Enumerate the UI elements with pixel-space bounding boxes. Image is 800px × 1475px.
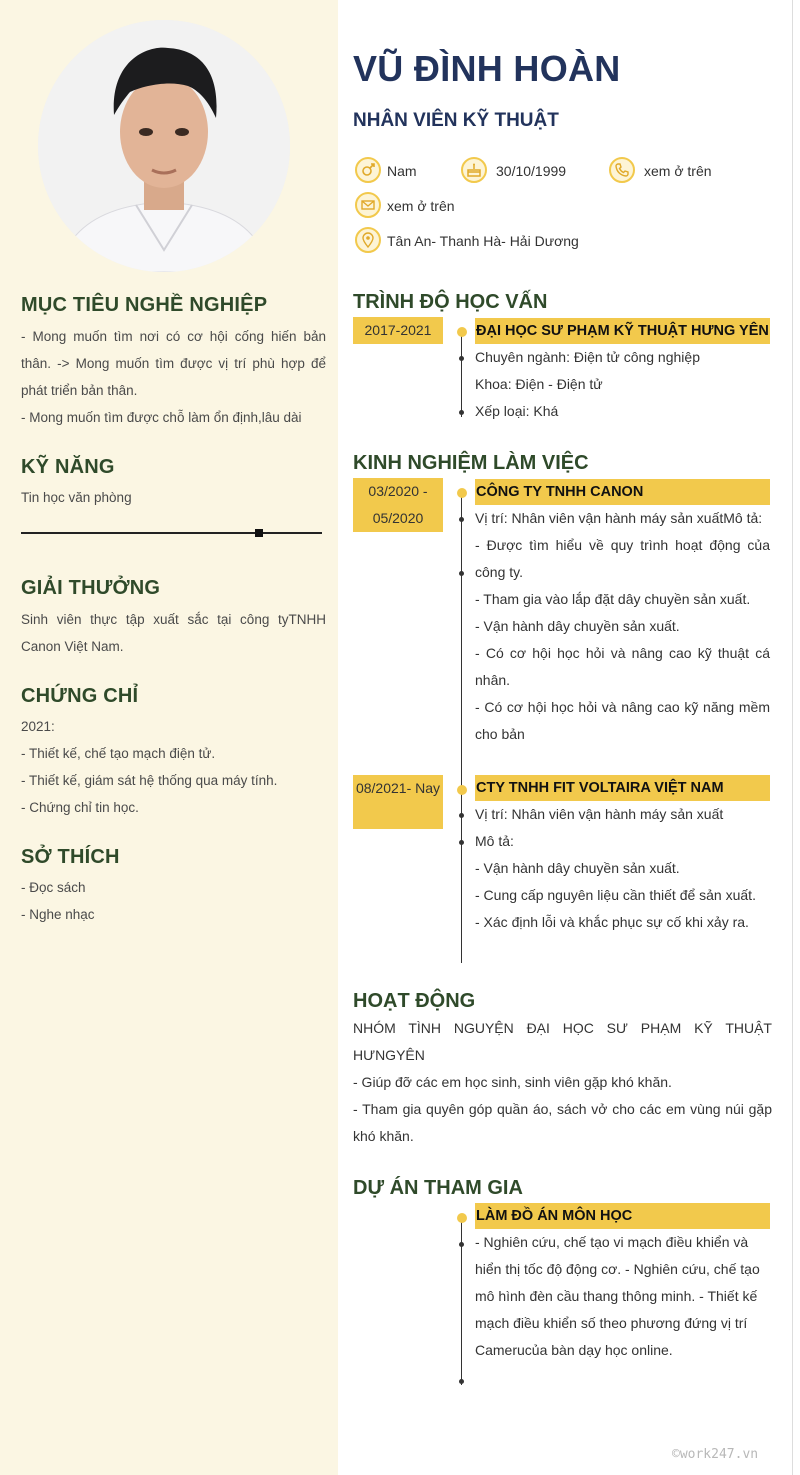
page-border xyxy=(792,0,793,1475)
projects-heading: DỰ ÁN THAM GIA xyxy=(353,1177,523,1199)
job-details xyxy=(475,505,770,748)
education-line: Xếp loại: Khá xyxy=(475,403,559,419)
timeline-bullet xyxy=(459,813,464,818)
skill-name: Tin học văn phòng xyxy=(21,490,132,505)
experience-timeline xyxy=(461,492,462,963)
job-line: - Có cơ hội học hỏi và nâng cao kỹ thuật cá nhân. xyxy=(475,645,770,688)
hobbies-text xyxy=(21,874,326,928)
certificate-line: 2021: xyxy=(21,719,55,734)
phone-icon xyxy=(609,157,635,183)
certificate-line: - Chứng chỉ tin học. xyxy=(21,800,139,815)
job-date: 03/2020 - 05/2020 xyxy=(353,478,443,532)
education-timeline xyxy=(461,331,462,417)
timeline-dot xyxy=(457,327,467,337)
education-line: Chuyên ngành: Điện tử công nghiệp xyxy=(475,349,700,365)
education-school: ĐẠI HỌC SƯ PHẠM KỸ THUẬT HƯNG YÊN xyxy=(475,318,770,344)
certificate-line: - Thiết kế, giám sát hệ thống qua máy tính. xyxy=(21,773,278,788)
education-details xyxy=(475,344,770,425)
certificate-line: - Thiết kế, chế tạo mạch điện tử. xyxy=(21,746,216,761)
avatar-portrait xyxy=(38,20,290,272)
education-line: Khoa: Điện - Điện tử xyxy=(475,376,603,392)
job-line: - Xác định lỗi và khắc phục sự cố khi xảy ra. xyxy=(475,914,749,930)
job-company: CTY TNHH FIT VOLTAIRA VIỆT NAM xyxy=(475,775,770,801)
objective-heading: MỤC TIÊU NGHỀ NGHIỆP xyxy=(21,294,268,316)
timeline-bullet xyxy=(459,840,464,845)
project-name: LÀM ĐỒ ÁN MÔN HỌC xyxy=(475,1203,770,1229)
timeline-bullet xyxy=(459,1379,464,1384)
birthday-value: 30/10/1999 xyxy=(496,163,567,179)
timeline-bullet xyxy=(459,571,464,576)
timeline-bullet xyxy=(459,517,464,522)
awards-heading: GIẢI THƯỞNG xyxy=(21,577,161,599)
experience-heading: KINH NGHIỆM LÀM VIỆC xyxy=(353,452,589,474)
timeline-dot xyxy=(457,1213,467,1223)
job-line: Vị trí: Nhân viên vận hành máy sản xuấtMô tả: xyxy=(475,510,763,526)
project-description: - Nghiên cứu, chế tạo vi mạch điều khiển và hiển thị tốc độ động cơ. - Nghiên cứu, chế tạo mô hình đèn cầu thang thông minh. - Thiết kế mạch điều khiển số theo phương đứng vị trí Camerucủa bàn dạy học online. xyxy=(475,1234,760,1358)
activities-heading: HOẠT ĐỘNG xyxy=(353,990,476,1012)
education-date: 2017-2021 xyxy=(353,317,443,344)
timeline-bullet xyxy=(459,410,464,415)
objective-line: - Mong muốn tìm được chỗ làm ổn định,lâu dài xyxy=(21,410,302,425)
cake-icon xyxy=(461,157,487,183)
job-details xyxy=(475,801,770,936)
awards-text: Sinh viên thực tập xuất sắc tại công tyTNHH Canon Việt Nam. xyxy=(21,612,326,654)
skills-heading: KỸ NĂNG xyxy=(21,456,115,478)
job-line: - Cung cấp nguyên liệu cần thiết để sản xuất. xyxy=(475,887,756,903)
timeline-bullet xyxy=(459,1242,464,1247)
gender-value: Nam xyxy=(387,163,417,179)
activity-line: - Giúp đỡ các em học sinh, sinh viên gặp khó khăn. xyxy=(353,1074,672,1090)
job-line: - Có cơ hội học hỏi và nâng cao kỹ năng mềm cho bản xyxy=(475,699,770,742)
timeline-bullet xyxy=(459,356,464,361)
address-value: Tân An- Thanh Hà- Hải Dương xyxy=(387,233,579,249)
objective-line: - Mong muốn tìm nơi có cơ hội cống hiến bản thân. -> Mong muốn tìm được vị trí phù hợp để phát triển bản thân. xyxy=(21,329,326,398)
avatar xyxy=(38,20,290,272)
hobby-line: - Đọc sách xyxy=(21,880,86,895)
objective-text xyxy=(21,323,326,431)
job-company: CÔNG TY TNHH CANON xyxy=(475,479,770,505)
job-line: - Tham gia vào lắp đặt dây chuyền sản xuất. xyxy=(475,591,751,607)
skill-level-marker xyxy=(255,529,263,537)
candidate-job-title: NHÂN VIÊN KỸ THUẬT xyxy=(353,110,559,131)
activity-line: NHÓM TÌNH NGUYỆN ĐẠI HỌC SƯ PHẠM KỸ THUẬT HƯNGYÊN xyxy=(353,1020,772,1063)
map-pin-icon xyxy=(355,227,381,253)
job-date: 08/2021- Nay xyxy=(353,775,443,829)
watermark: ©work247.vn xyxy=(672,1447,759,1462)
timeline-dot xyxy=(457,785,467,795)
job-line: - Được tìm hiểu về quy trình hoạt động của công ty. xyxy=(475,537,770,580)
hobby-line: - Nghe nhạc xyxy=(21,907,95,922)
job-line: Vị trí: Nhân viên vận hành máy sản xuất xyxy=(475,806,724,822)
email-value: xem ở trên xyxy=(387,198,455,214)
email-icon xyxy=(355,192,381,218)
gender-icon xyxy=(355,157,381,183)
job-line: Mô tả: xyxy=(475,833,514,849)
phone-value: xem ở trên xyxy=(644,163,712,179)
education-heading: TRÌNH ĐỘ HỌC VẤN xyxy=(353,291,548,313)
job-line: - Vận hành dây chuyền sản xuất. xyxy=(475,618,680,634)
skill-level-bar xyxy=(21,532,322,534)
activities-text xyxy=(353,1015,772,1150)
candidate-name: VŨ ĐÌNH HOÀN xyxy=(353,48,621,89)
hobbies-heading: SỞ THÍCH xyxy=(21,846,120,868)
activity-line: - Tham gia quyên góp quần áo, sách vở cho các em vùng núi gặp khó khăn. xyxy=(353,1101,772,1144)
timeline-dot xyxy=(457,488,467,498)
job-line: - Vận hành dây chuyền sản xuất. xyxy=(475,860,680,876)
certificates-text xyxy=(21,713,326,821)
certificates-heading: CHỨNG CHỈ xyxy=(21,685,139,707)
